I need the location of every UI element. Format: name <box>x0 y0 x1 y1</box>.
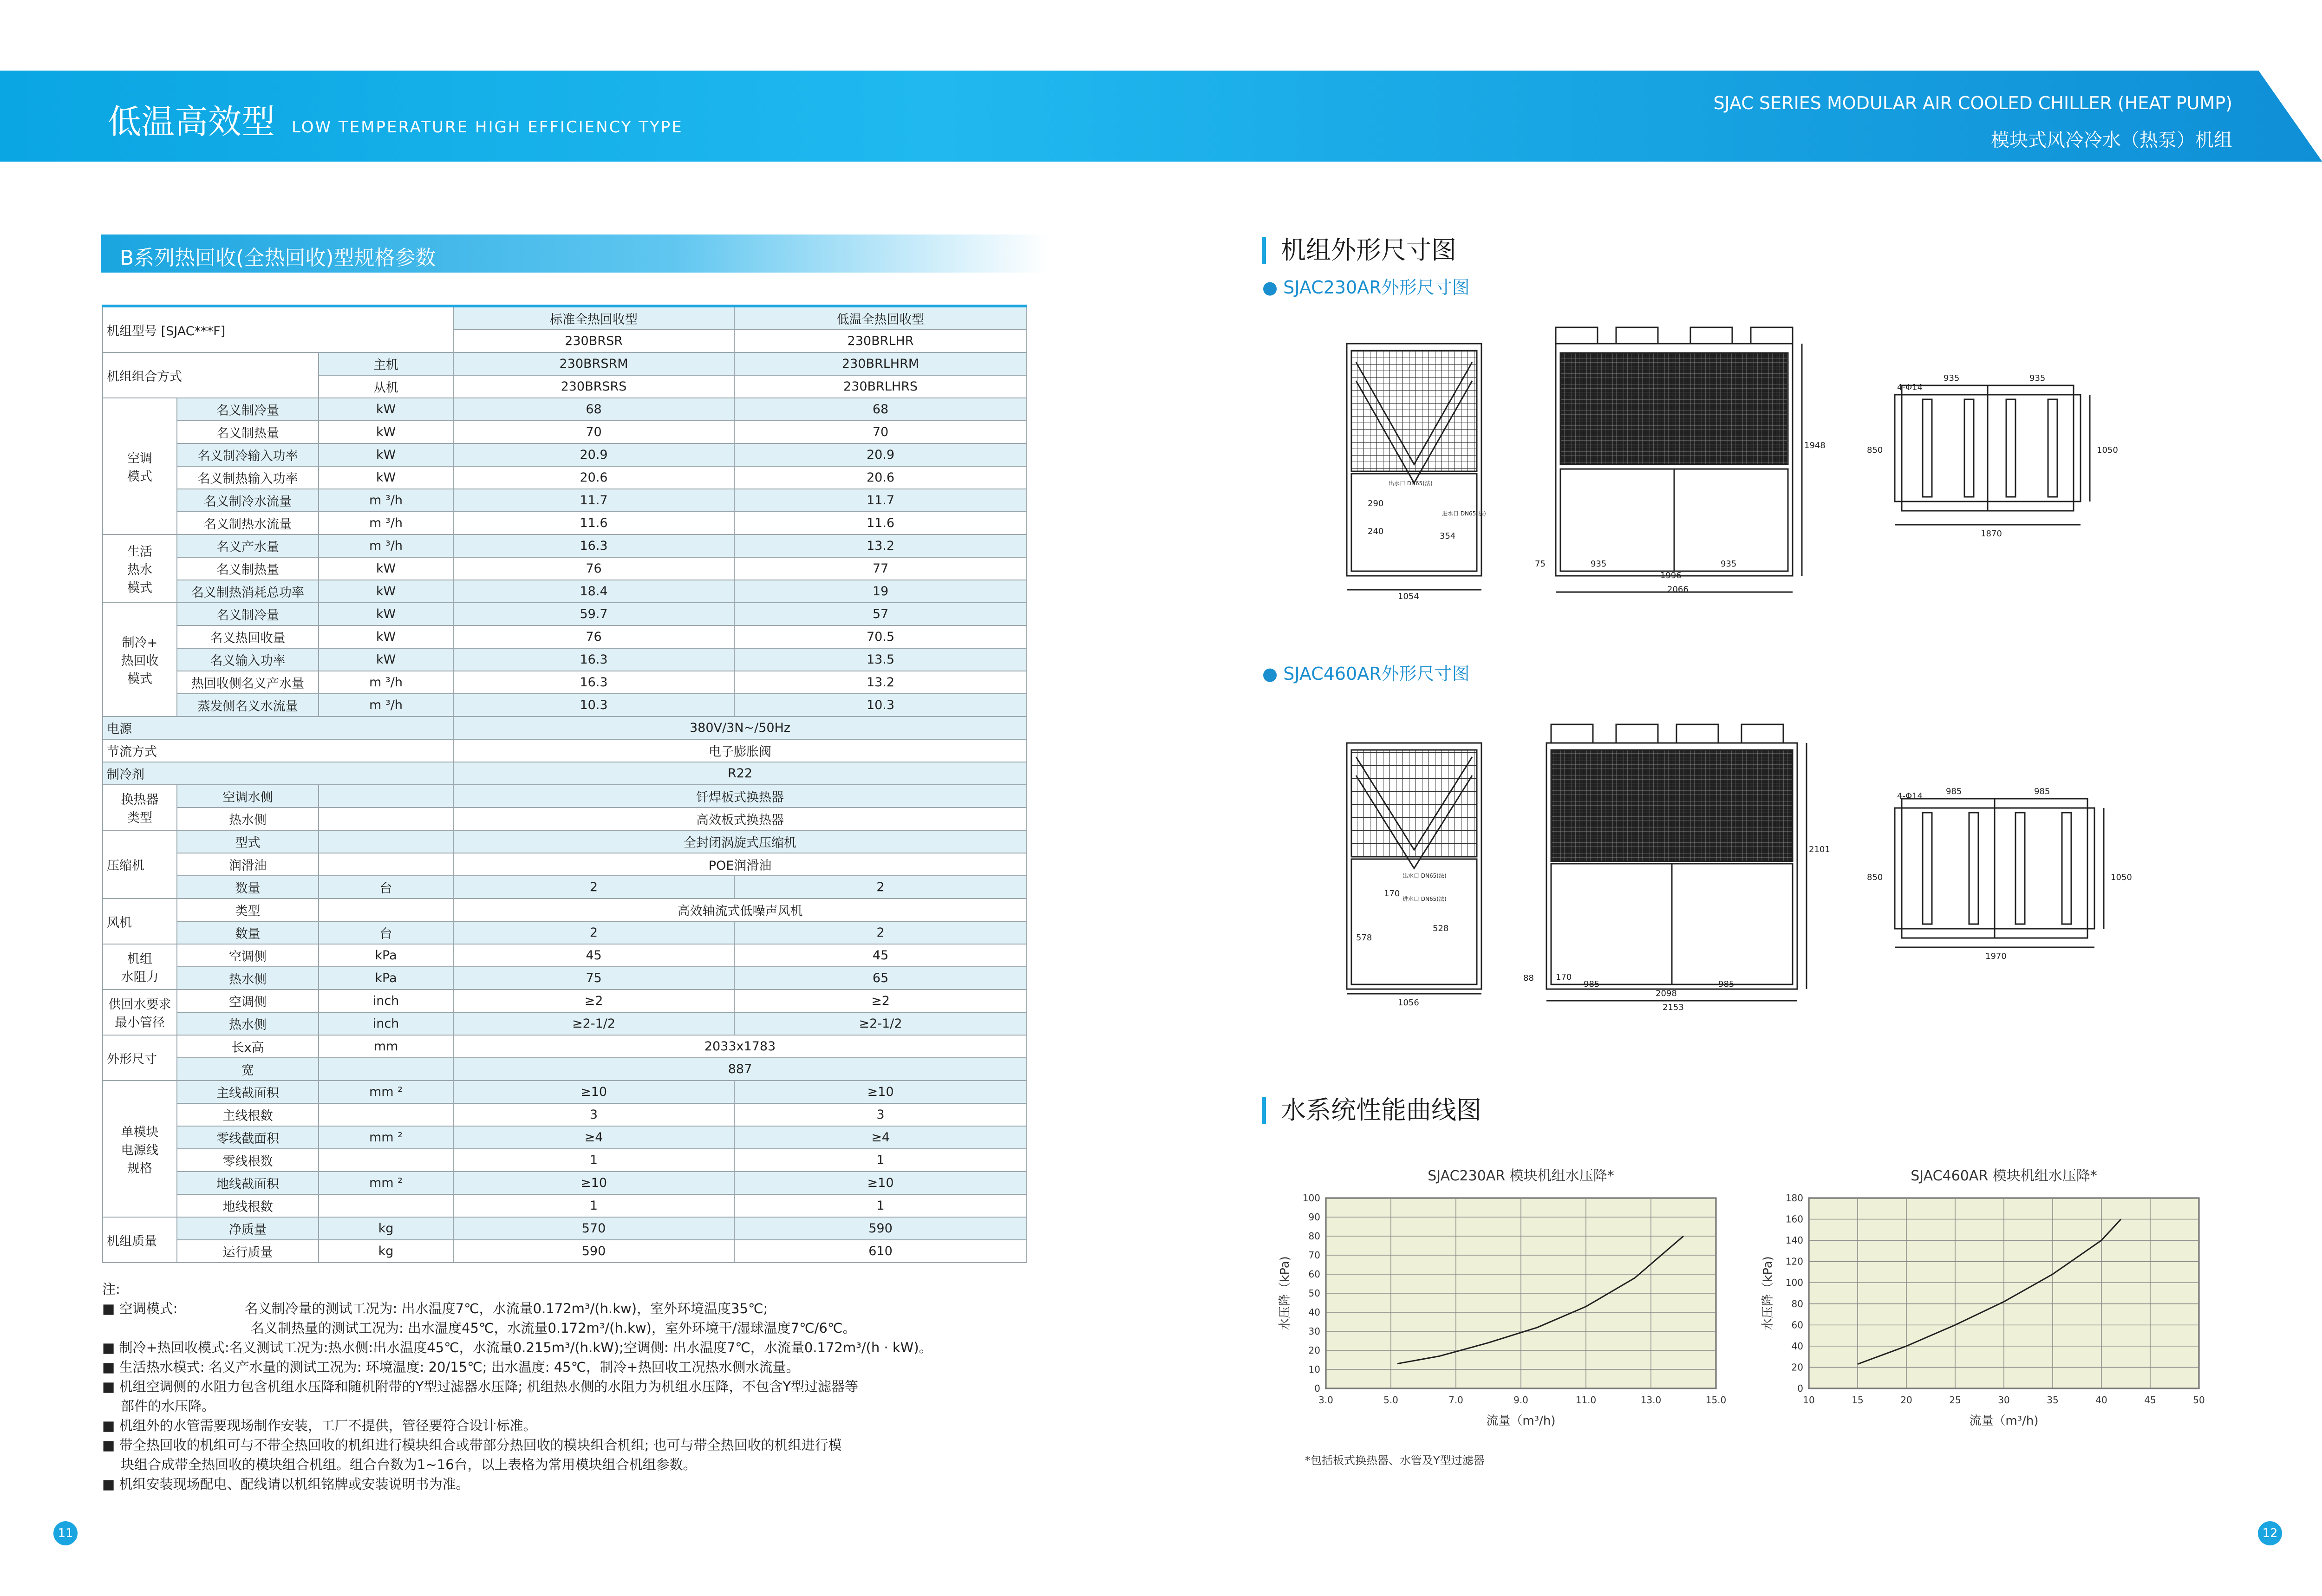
y-tick-label: 180 <box>1785 1192 1803 1204</box>
dim: 240 <box>1368 527 1384 536</box>
note: 部件的水压降。 <box>121 1398 215 1414</box>
row-label: 热回收侧名义产水量 <box>177 671 319 694</box>
unit <box>319 1149 453 1172</box>
y-tick-label: 100 <box>1785 1277 1803 1289</box>
dim230-title: ● SJAC230AR外形尺寸图 <box>1262 277 1470 298</box>
cell: 20.6 <box>453 466 734 489</box>
row-label: 长x高 <box>177 1035 319 1058</box>
cell: ≥4 <box>453 1126 734 1149</box>
row-label: 名义制冷输入功率 <box>177 443 319 466</box>
y-tick-label: 0 <box>1314 1383 1320 1394</box>
row-label: 净质量 <box>177 1217 319 1240</box>
unit: m ³/h <box>319 534 453 557</box>
x-tick-label: 40 <box>2095 1394 2107 1406</box>
dim-drawing-460 <box>1337 720 2164 1017</box>
row-label: 地线根数 <box>177 1194 319 1217</box>
row-label: 名义制热消耗总功率 <box>177 580 319 603</box>
cell: 380V/3N~/50Hz <box>453 717 1027 739</box>
x-tick-label: 50 <box>2193 1394 2205 1406</box>
unit: kW <box>319 648 453 671</box>
row-label: 热水侧 <box>177 808 319 830</box>
cell: 13.5 <box>734 648 1027 671</box>
cell: 全封闭涡旋式压缩机 <box>453 830 1027 853</box>
row-label: 蒸发侧名义水流量 <box>177 694 319 717</box>
row-label: 零线根数 <box>177 1149 319 1172</box>
cell: ≥10 <box>734 1172 1027 1194</box>
dim: 170 <box>1384 889 1400 899</box>
note: 机组外的水管需要现场制作安装，工厂不提供，管径要符合设计标准。 <box>119 1418 537 1433</box>
row-label: 数量 <box>177 921 319 944</box>
dim: 170 <box>1556 972 1572 982</box>
dim: 1054 <box>1398 592 1419 601</box>
main-label: 主机 <box>319 352 453 375</box>
dim: 985 <box>1946 787 1962 796</box>
row-label: 节流方式 <box>103 739 453 762</box>
y-tick-label: 40 <box>1791 1340 1803 1352</box>
cell: 70.5 <box>734 625 1027 648</box>
x-tick-label: 15.0 <box>1705 1394 1727 1406</box>
row-label: 空调水侧 <box>177 785 319 808</box>
cell: 76 <box>453 557 734 580</box>
col-head-1: 标准全热回收型 <box>453 306 734 330</box>
row-label: 空调侧 <box>177 990 319 1012</box>
y-tick-label: 40 <box>1308 1307 1320 1318</box>
cell: ≥2 <box>734 990 1027 1012</box>
group-cable <box>103 1081 1027 1217</box>
cell: 45 <box>453 944 734 967</box>
dim: 1056 <box>1398 998 1419 1008</box>
x-tick-label: 10 <box>1803 1394 1815 1406</box>
page-title: 低温高效型 <box>108 102 275 141</box>
row-label: 名义输入功率 <box>177 648 319 671</box>
dim: 985 <box>1718 979 1735 989</box>
dim: 75 <box>1535 559 1546 569</box>
unit <box>319 1103 453 1126</box>
row-label: 润滑油 <box>177 853 319 876</box>
cell: 230BRSRS <box>453 375 734 398</box>
x-tick-label: 20 <box>1900 1394 1912 1406</box>
x-tick-label: 5.0 <box>1383 1394 1398 1406</box>
dim: 2066 <box>1667 585 1689 594</box>
cell: 16.3 <box>453 671 734 694</box>
cell: 1 <box>453 1149 734 1172</box>
dim: 985 <box>2034 787 2050 796</box>
group-label: 单模块 电源线 规格 <box>103 1081 177 1217</box>
unit <box>319 1194 453 1217</box>
dim460-title: ● SJAC460AR外形尺寸图 <box>1262 664 1470 684</box>
page-number-right: 12 <box>2258 1521 2282 1545</box>
note: 名义制热量的测试工况为: 出水温度45℃，水流量0.172m³/(h.kw)，室外环境干/湿球温度7℃/6℃。 <box>251 1320 856 1336</box>
unit: kPa <box>319 967 453 990</box>
header-banner <box>0 71 2322 162</box>
group-label: 机组 水阻力 <box>103 944 177 990</box>
group-label: 机组质量 <box>103 1217 177 1263</box>
unit: inch <box>319 1012 453 1035</box>
row-label: 数量 <box>177 876 319 899</box>
cell: 10.3 <box>734 694 1027 717</box>
cell: 高效板式换热器 <box>453 808 1027 830</box>
cell: ≥2-1/2 <box>734 1012 1027 1035</box>
unit: 台 <box>319 921 453 944</box>
note: 机组安装现场配电、配线请以机组铭牌或安装说明书为准。 <box>119 1476 470 1492</box>
unit: kW <box>319 466 453 489</box>
model-1: 230BRSR <box>453 330 734 352</box>
y-tick-label: 80 <box>1791 1298 1803 1309</box>
group-label: 压缩机 <box>103 830 177 899</box>
row-label: 宽 <box>177 1058 319 1081</box>
dim: 578 <box>1356 933 1372 943</box>
row-label: 名义产水量 <box>177 534 319 557</box>
cell: 1 <box>734 1149 1027 1172</box>
cell: ≥4 <box>734 1126 1027 1149</box>
model-2: 230BRLHR <box>734 330 1027 352</box>
unit: m ³/h <box>319 694 453 717</box>
row-label: 主线截面积 <box>177 1081 319 1103</box>
group-hr <box>103 603 1027 717</box>
dim: 935 <box>2029 373 2046 383</box>
unit: kPa <box>319 944 453 967</box>
unit: mm ² <box>319 1172 453 1194</box>
group-label: 生活 热水 模式 <box>103 534 177 603</box>
dim: 1948 <box>1804 441 1826 450</box>
cell: ≥10 <box>453 1081 734 1103</box>
row-label: 运行质量 <box>177 1240 319 1263</box>
cell: 68 <box>734 398 1027 421</box>
row-label: 空调侧 <box>177 944 319 967</box>
cell: 57 <box>734 603 1027 625</box>
dim: 1050 <box>2111 873 2132 882</box>
y-tick-label: 60 <box>1791 1319 1803 1331</box>
y-tick-label: 20 <box>1308 1345 1320 1356</box>
unit: mm <box>319 1035 453 1058</box>
note: 块组合成带全热回收的模块组合机组。组合台数为1~16台，以上表格为常用模块组合机组参数。 <box>121 1457 697 1472</box>
y-tick-label: 140 <box>1785 1235 1803 1246</box>
row-label: 地线截面积 <box>177 1172 319 1194</box>
cell: 19 <box>734 580 1027 603</box>
unit: m ³/h <box>319 512 453 534</box>
y-tick-label: 30 <box>1308 1326 1320 1337</box>
dim: 528 <box>1433 924 1449 933</box>
cell: 高效轴流式低噪声风机 <box>453 899 1027 921</box>
x-tick-label: 30 <box>1998 1394 2010 1406</box>
x-tick-label: 25 <box>1949 1394 1961 1406</box>
series-title-cn: 模块式风冷冷水（热泵）机组 <box>1991 130 2232 151</box>
row-label: 名义制冷量 <box>177 398 319 421</box>
cell: 2 <box>734 876 1027 899</box>
cell: 2033x1783 <box>453 1035 1027 1058</box>
y-tick-label: 160 <box>1785 1213 1803 1225</box>
cell: 20.6 <box>734 466 1027 489</box>
note: 名义制冷量的测试工况为: 出水温度7℃，水流量0.172m³/(h.kw)，室外环境温度35℃; <box>244 1301 768 1316</box>
cell: ≥10 <box>734 1081 1027 1103</box>
cell: 59.7 <box>453 603 734 625</box>
cell: 16.3 <box>453 534 734 557</box>
chart-230 <box>1254 1161 1742 1440</box>
note: 制冷+热回收模式:名义测试工况为:热水侧:出水温度45℃，水流量0.215m³/(h.kW);空调侧: 出水温度7℃，水流量0.172m³/(h · kW)。 <box>119 1340 933 1355</box>
dim: 出水口 DN65(法) <box>1389 480 1433 487</box>
row-label: 名义制冷量 <box>177 603 319 625</box>
group-ac <box>103 398 1027 534</box>
unit: kW <box>319 398 453 421</box>
group-hw <box>103 534 1027 603</box>
dim: 935 <box>1591 559 1607 569</box>
cell: 11.7 <box>453 489 734 512</box>
unit: kW <box>319 580 453 603</box>
notes: 注: ■ 空调模式: 名义制冷量的测试工况为: 出水温度7℃，水流量0.172m³/(h.kw)，室外环境温度35℃; 名义制热量的测试工况为: 出水温度45℃，水流量0.172m³/(h.kw)，室外环境干/湿球温度7℃/6℃。 ■ 制冷+热回收模式:名义测试工况为:热水侧:出水温度45℃，水流量0.215m³/(h.kW);空调侧: 出水温度7℃，水流量0.172m³/(h · kW)。 ■ 生活热水模式: 名义产水量的测试工况为: 环境温度: 20/15℃; 出水温度: 45℃，制冷+热回收工况热水侧水流量。 ■ 机组空调侧的水阻力包含机组水压降和随机附带的Y型过滤器水压降; 机组热水侧的水阻力为机组水压降，不包含Y型过滤器等 部件的水压降。 ■ 机组外的水管需要现场制作安装，工厂不提供，管径要符合设计标准。 ■ 带全热回收的机组可与不带全热回收的机组进行模块组合或带部分热回收的模块组合机组; 也可与带全热回收的机组进行模 块组合成带全热回收的模块组合机组。组合台数为1~16台，以上表格为常用模块组合机组参数。 ■ 机组安装现场配电、配线请以机组铭牌或安装说明书为准。 <box>102 1279 1077 1494</box>
y-tick-label: 120 <box>1785 1256 1803 1267</box>
col-head-2: 低温全热回收型 <box>734 306 1027 330</box>
row-label: 名义制热输入功率 <box>177 466 319 489</box>
unit: kW <box>319 557 453 580</box>
cell: 3 <box>734 1103 1027 1126</box>
cell: 20.9 <box>453 443 734 466</box>
unit: kg <box>319 1217 453 1240</box>
row-label: 型式 <box>177 830 319 853</box>
unit: mm ² <box>319 1126 453 1149</box>
unit: kW <box>319 625 453 648</box>
row-label: 热水侧 <box>177 967 319 990</box>
x-tick-label: 15 <box>1852 1394 1864 1406</box>
chart-460 <box>1737 1161 2224 1440</box>
x-tick-label: 35 <box>2047 1394 2059 1406</box>
y-tick-label: 70 <box>1308 1250 1320 1261</box>
cell: ≥2-1/2 <box>453 1012 734 1035</box>
cell: 2 <box>734 921 1027 944</box>
x-tick-label: 13.0 <box>1640 1394 1662 1406</box>
note: 带全热回收的机组可与不带全热回收的机组进行模块组合或带部分热回收的模块组合机组; 也可与带全热回收的机组进行模 <box>119 1437 842 1453</box>
cell: 13.2 <box>734 671 1027 694</box>
curve-title: 水系统性能曲线图 <box>1262 1097 1481 1124</box>
group-label: 供回水要求 最小管径 <box>103 990 177 1035</box>
dim: 2101 <box>1809 845 1830 854</box>
cell: 1 <box>453 1194 734 1217</box>
row-label: 主线根数 <box>177 1103 319 1126</box>
dim: 4-Φ14 <box>1897 791 1923 801</box>
group-label: 制冷+ 热回收 模式 <box>103 603 177 717</box>
row-label: 名义制热水流量 <box>177 512 319 534</box>
section-title: B系列热回收(全热回收)型规格参数 <box>120 246 436 270</box>
cell: 230BRSRM <box>453 352 734 375</box>
cell: 11.6 <box>453 512 734 534</box>
unit: m ³/h <box>319 489 453 512</box>
cell: 11.6 <box>734 512 1027 534</box>
cell: R22 <box>453 762 1027 785</box>
note: 机组空调侧的水阻力包含机组水压降和随机附带的Y型过滤器水压降; 机组热水侧的水阻力为机组水压降，不包含Y型过滤器等 <box>119 1379 859 1394</box>
footnote: *包括板式换热器、水管及Y型过滤器 <box>1305 1454 1485 1467</box>
x-axis-label: 流量（m³/h) <box>1486 1414 1556 1428</box>
dim: 4-Φ14 <box>1897 383 1923 392</box>
y-tick-label: 100 <box>1302 1192 1320 1204</box>
note: 空调模式: <box>119 1301 178 1316</box>
unit: kW <box>319 603 453 625</box>
cell: 1 <box>734 1194 1027 1217</box>
cell: 570 <box>453 1217 734 1240</box>
cell: 76 <box>453 625 734 648</box>
cell: 590 <box>734 1217 1027 1240</box>
x-axis-label: 流量（m³/h) <box>1969 1414 2039 1428</box>
cell: 77 <box>734 557 1027 580</box>
y-tick-label: 50 <box>1308 1288 1320 1299</box>
dim: 354 <box>1440 531 1456 541</box>
dim: 935 <box>1721 559 1737 569</box>
page-number-left: 11 <box>53 1521 78 1545</box>
row-label: 制冷剂 <box>103 762 453 785</box>
dim: 985 <box>1584 979 1600 989</box>
dim: 1970 <box>1985 951 2007 961</box>
dim: 1996 <box>1660 571 1682 580</box>
series-title-en: SJAC SERIES MODULAR AIR COOLED CHILLER (HEAT PUMP) <box>1713 93 2232 113</box>
row-label: 热水侧 <box>177 1012 319 1035</box>
row-label: 电源 <box>103 717 453 739</box>
cell: ≥10 <box>453 1172 734 1194</box>
cell: 电子膨胀阀 <box>453 739 1027 762</box>
x-tick-label: 7.0 <box>1448 1394 1463 1406</box>
dim: 850 <box>1867 445 1883 455</box>
group-label: 外形尺寸 <box>103 1035 177 1081</box>
group-label: 换热器 类型 <box>103 785 177 830</box>
x-tick-label: 3.0 <box>1318 1394 1333 1406</box>
cell: ≥2 <box>453 990 734 1012</box>
dim: 进水口 DN65(法) <box>1402 896 1447 902</box>
dim: 1870 <box>1981 529 2002 539</box>
y-tick-label: 0 <box>1797 1383 1803 1394</box>
row-label: 零线截面积 <box>177 1126 319 1149</box>
unit: inch <box>319 990 453 1012</box>
row-label: 名义制热量 <box>177 557 319 580</box>
dim: 2153 <box>1663 1003 1684 1012</box>
unit: m ³/h <box>319 671 453 694</box>
cell: 2 <box>453 876 734 899</box>
cell: POE润滑油 <box>453 853 1027 876</box>
cell: 887 <box>453 1058 1027 1081</box>
x-tick-label: 45 <box>2144 1394 2156 1406</box>
row-label: 名义制热量 <box>177 421 319 443</box>
chart-title: SJAC230AR 模块机组水压降* <box>1428 1168 1614 1184</box>
group-label: 风机 <box>103 899 177 944</box>
unit: mm ² <box>319 1081 453 1103</box>
x-tick-label: 9.0 <box>1513 1394 1528 1406</box>
cell: 590 <box>453 1240 734 1263</box>
x-tick-label: 11.0 <box>1575 1394 1597 1406</box>
dim: 出水口 DN65(法) <box>1402 873 1447 879</box>
cell: 65 <box>734 967 1027 990</box>
y-axis-label: 水压降（kPa) <box>1761 1256 1775 1330</box>
unit: kW <box>319 443 453 466</box>
cell: 70 <box>734 421 1027 443</box>
dim-drawing-230 <box>1337 325 2164 604</box>
cell: 16.3 <box>453 648 734 671</box>
dim: 88 <box>1523 973 1534 983</box>
cell: 3 <box>453 1103 734 1126</box>
unit: kW <box>319 421 453 443</box>
cell: 10.3 <box>453 694 734 717</box>
y-axis-label: 水压降（kPa) <box>1278 1256 1292 1330</box>
cell: 18.4 <box>453 580 734 603</box>
page-subtitle: LOW TEMPERATURE HIGH EFFICIENCY TYPE <box>292 118 683 137</box>
dim: 1050 <box>2097 445 2118 455</box>
cell: 68 <box>453 398 734 421</box>
group-label: 空调 模式 <box>103 398 177 534</box>
model-label: 机组型号 [SJAC***F] <box>103 306 453 352</box>
combo-label: 机组组合方式 <box>103 352 319 398</box>
slave-label: 从机 <box>319 375 453 398</box>
chart-title: SJAC460AR 模块机组水压降* <box>1911 1168 2097 1184</box>
cell: 钎焊板式换热器 <box>453 785 1027 808</box>
dim: 290 <box>1368 499 1384 508</box>
row-label: 名义制冷水流量 <box>177 489 319 512</box>
dim: 850 <box>1867 873 1883 882</box>
dim: 进水口 DN65(法) <box>1442 510 1486 517</box>
unit: 台 <box>319 876 453 899</box>
cell: 230BRLHRS <box>734 375 1027 398</box>
cell: 11.7 <box>734 489 1027 512</box>
y-tick-label: 80 <box>1308 1231 1320 1242</box>
cell: 75 <box>453 967 734 990</box>
notes-head: 注: <box>102 1281 120 1297</box>
y-tick-label: 10 <box>1308 1364 1320 1375</box>
cell: 70 <box>453 421 734 443</box>
unit: kg <box>319 1240 453 1263</box>
y-tick-label: 60 <box>1308 1269 1320 1280</box>
cell: 45 <box>734 944 1027 967</box>
row-label: 类型 <box>177 899 319 921</box>
cell: 2 <box>453 921 734 944</box>
section-title-bar <box>101 235 1049 273</box>
note: 生活热水模式: 名义产水量的测试工况为: 环境温度: 20/15℃; 出水温度: 45℃，制冷+热回收工况热水侧水流量。 <box>119 1359 800 1375</box>
dim: 2098 <box>1656 989 1677 998</box>
y-tick-label: 20 <box>1791 1361 1803 1373</box>
row-label: 名义热回收量 <box>177 625 319 648</box>
y-tick-label: 90 <box>1308 1212 1320 1223</box>
cell: 230BRLHRM <box>734 352 1027 375</box>
dim: 935 <box>1944 373 1960 383</box>
cell: 610 <box>734 1240 1027 1263</box>
cell: 20.9 <box>734 443 1027 466</box>
dim-title: 机组外形尺寸图 <box>1262 237 1456 264</box>
spec-table <box>102 305 1027 1263</box>
cell: 13.2 <box>734 534 1027 557</box>
